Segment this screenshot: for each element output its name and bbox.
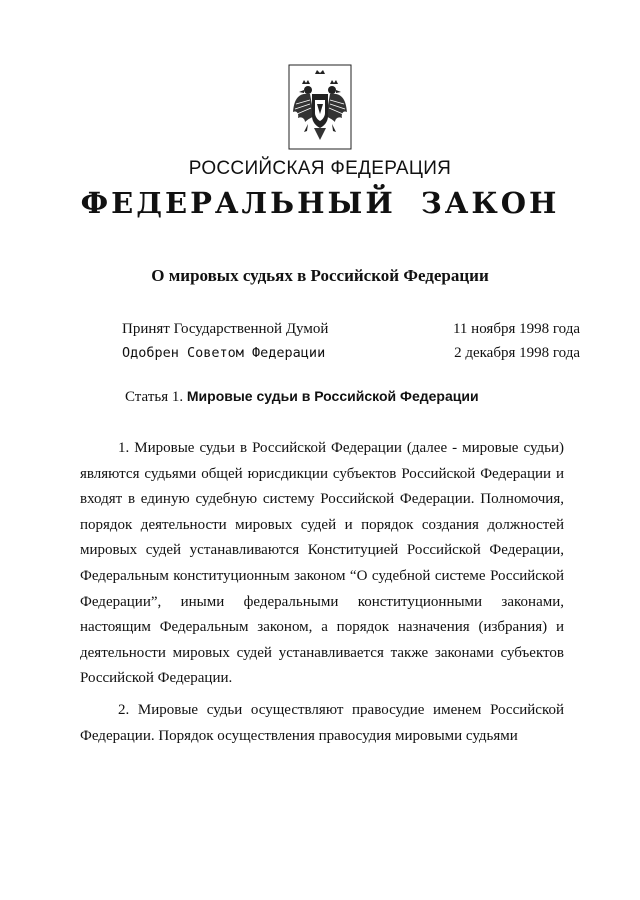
document-type-heading: ФЕДЕРАЛЬНЫЙ ЗАКОН [80,186,560,220]
adoption-council-date: 2 декабря 1998 года [454,345,580,361]
country-name: РОССИЙСКАЯ ФЕДЕРАЦИЯ [188,158,452,179]
article-heading [125,388,479,406]
adoption-duma-label: Принят Государственной Думой [122,321,329,337]
article-title: Мировые судьи в Российской Федерации [186,388,479,404]
article-number: Статья 1. [125,389,184,405]
adoption-council-label: Одобрен Советом Федерации [122,345,326,361]
paragraph: 1. Мировые судьи в Российской Федерации (далее - мировые судьи) являются судьями общей юрисдикции субъектов Российской Федерации и входят в единую судебную систему Российской Федерации. Полномочия, порядок деятельности мировых судей и порядок создания должностей мировых судей устанавливаются Конституцией Российской Федерации, Федеральным конституционным законом “О судебной системе Российской Федерации”, иными федеральными конституционными законами, настоящим Федеральным законом, а порядок назначения (избрания) и деятельности мировых судей устанавливается также законами субъектов Российской Федерации. [80,440,564,687]
double-headed-eagle-icon [288,64,352,150]
article-body [80,436,564,749]
paragraph: 2. Мировые судьи осуществляют правосудие именем Российской Федерации. Порядок осуществления правосудия мировыми судьями [80,701,564,744]
adoption-duma-date: 11 ноября 1998 года [452,321,580,337]
state-emblem [288,64,352,150]
law-title: О мировых судьях в Российской Федерации [151,266,489,285]
